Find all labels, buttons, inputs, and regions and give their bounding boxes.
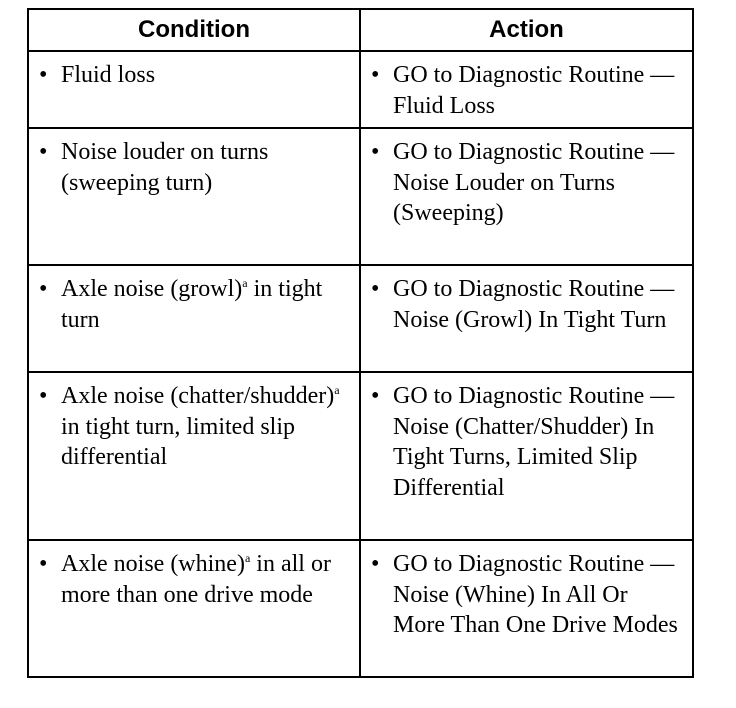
action-cell [360,372,693,540]
bullet: • [39,276,48,302]
footnote-marker: a [334,383,340,397]
header-action: Action [360,9,693,51]
diagnostic-table [27,8,694,678]
bullet: • [39,383,48,409]
action-text: GO to Diagnostic Routine — Noise (Growl) In Tight Turn [393,276,675,333]
condition-text [61,549,351,610]
bullet: • [371,139,380,165]
action-cell [360,128,693,265]
header-row [28,9,693,51]
bullet: • [39,62,48,88]
action-text: GO to Diagnostic Routine — Noise Louder on Turns (Sweeping) [393,139,675,226]
action-cell [360,51,693,128]
condition-main: Noise louder on turns (sweeping turn) [61,139,269,196]
condition-cell [28,540,360,677]
action-cell [360,265,693,372]
condition-main: Axle noise (chatter/shudder) [61,383,335,409]
action-text: GO to Diagnostic Routine — Noise (Whine) In All Or More Than One Drive Modes [393,551,678,638]
table-row [28,540,693,677]
condition-text [61,60,351,91]
condition-cell [28,128,360,265]
header-condition: Condition [28,9,360,51]
table-row [28,265,693,372]
condition-text [61,137,351,198]
bullet: • [39,139,48,165]
condition-main: Axle noise (growl) [61,276,243,302]
condition-suffix: in all or more than one drive mode [61,551,331,608]
action-text: GO to Diagnostic Routine — Noise (Chatter/Shudder) In Tight Turns, Limited Slip Differential [393,383,675,501]
table-row [28,372,693,540]
bullet: • [371,62,380,88]
bullet: • [371,551,380,577]
bullet: • [371,383,380,409]
footnote-marker: a [242,276,248,290]
table-row [28,51,693,128]
bullet: • [39,551,48,577]
condition-suffix: in tight turn [61,276,323,333]
footnote-marker: a [244,551,251,565]
condition-cell [28,265,360,372]
action-text: GO to Diagnostic Routine — Fluid Loss [393,62,675,119]
condition-main: Fluid loss [61,62,156,88]
condition-main: Axle noise (whine) [61,551,245,577]
bullet: • [371,276,380,302]
condition-cell [28,51,360,128]
condition-suffix: in tight turn, limited slip differential [61,413,295,470]
action-cell [360,540,693,677]
condition-text [61,274,351,335]
condition-cell [28,372,360,540]
table-row [28,128,693,265]
condition-text [61,381,351,473]
